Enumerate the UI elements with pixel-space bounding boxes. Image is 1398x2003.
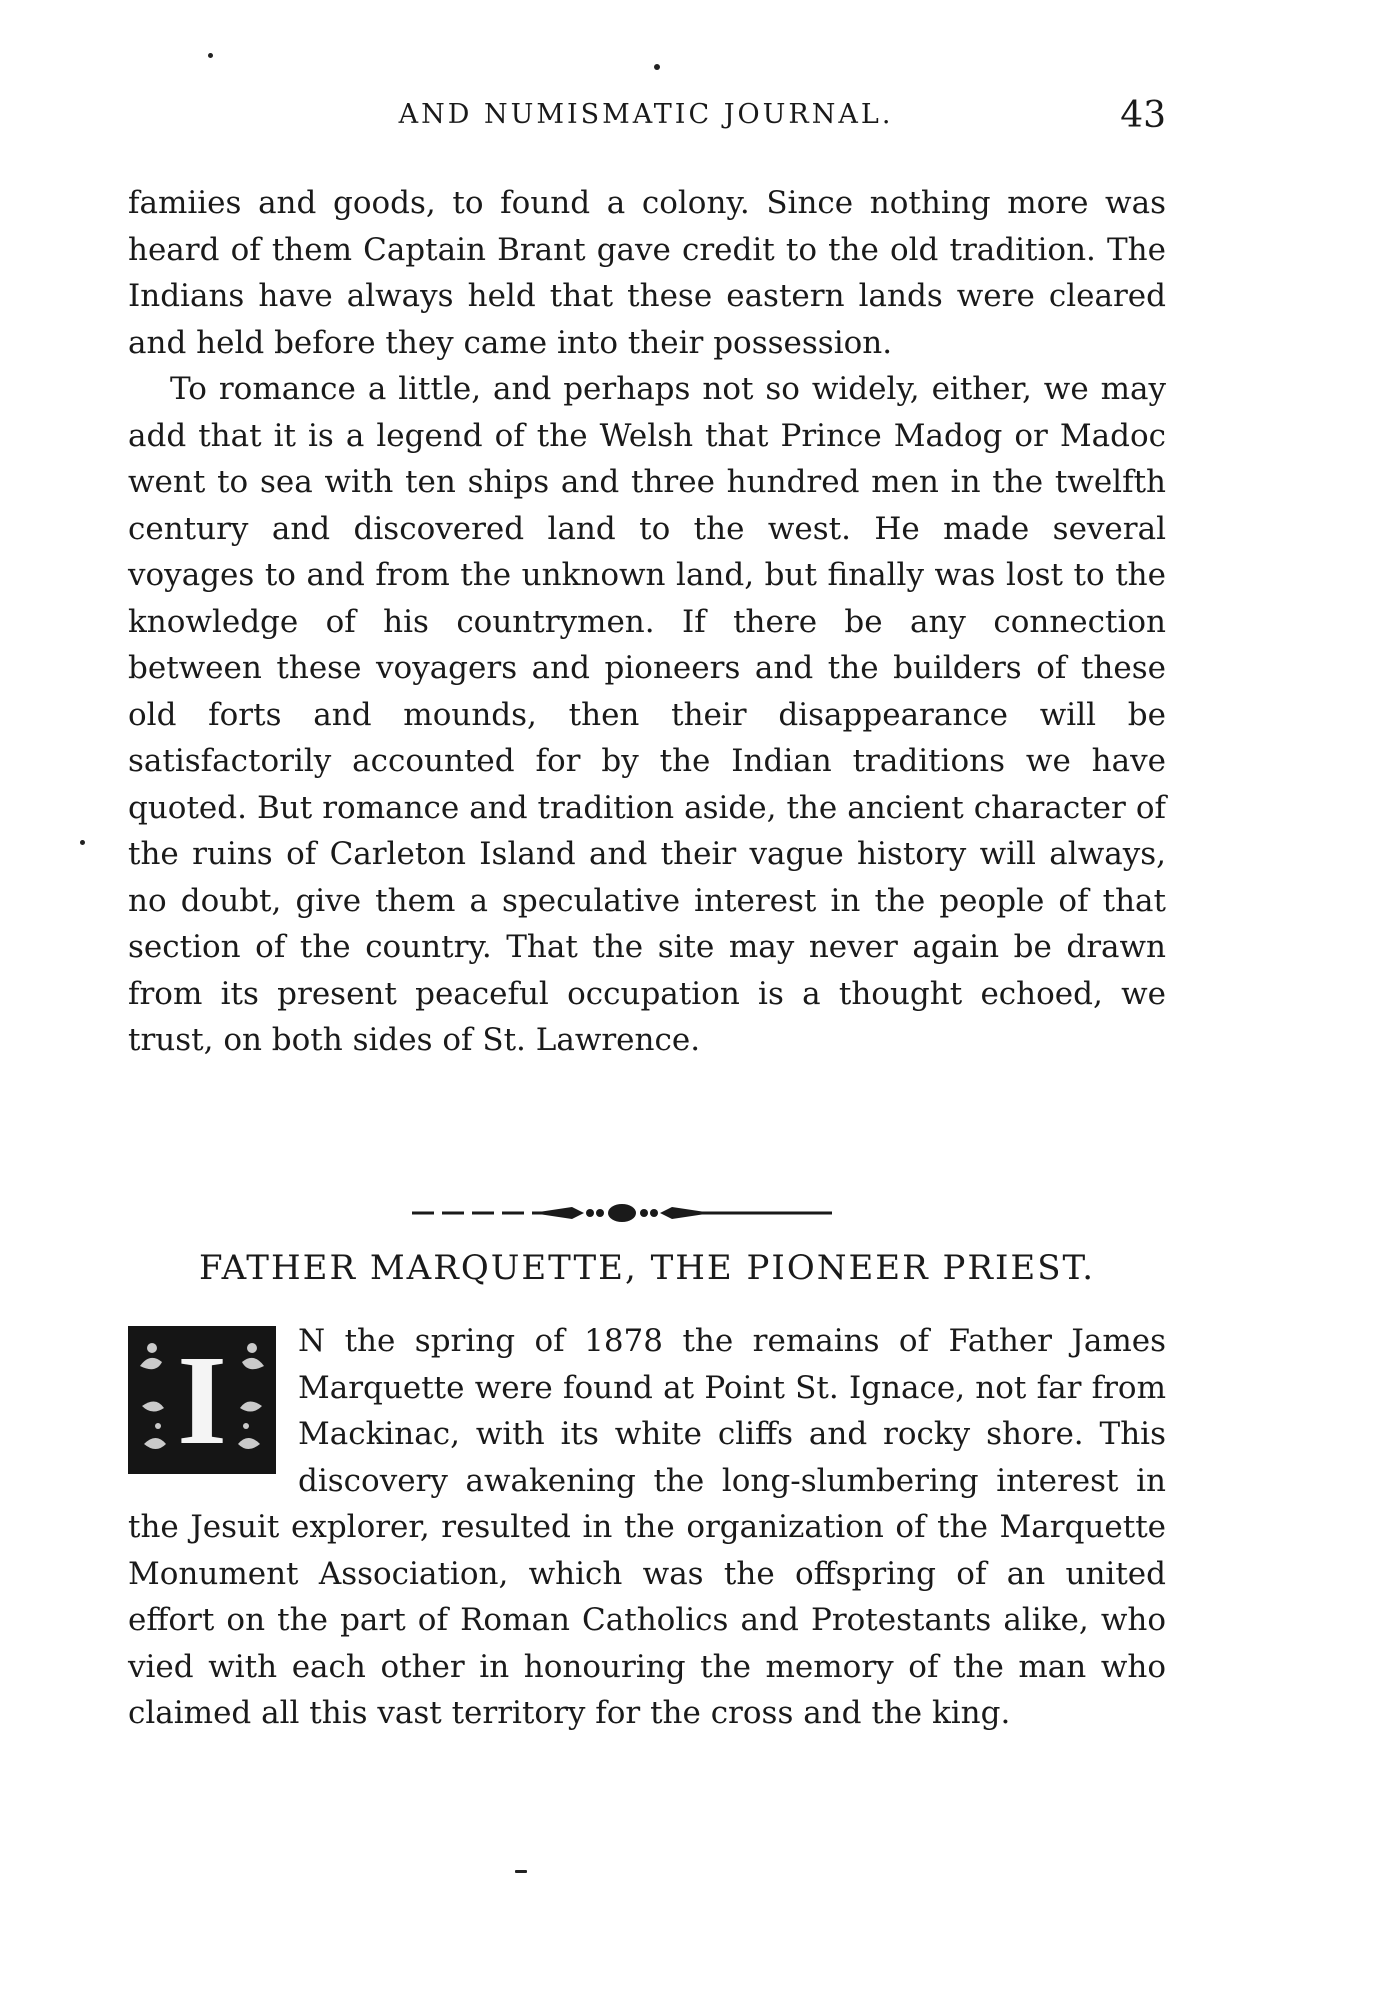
running-head: AND NUMISMATIC JOURNAL.: [398, 99, 894, 130]
scan-speck: [208, 53, 213, 58]
decorative-rule-icon: [412, 1198, 832, 1228]
paragraph: To romance a little, and perhaps not so widely, either, we may add that it is a legend of the Welsh that Prince Madog or Madoc went to sea with ten ships and three hundred men in the twelfth century and discovered land to the west. He made several voyages to and from the unknown land, but finally was lost to the knowledge of his countrymen. If there be any connection between these voyagers and pioneers and the builders of these old forts and mounds, then their disappearance will be satisfactorily accounted for by the Indian traditions we have quoted. But romance and tradition aside, the ancient character of the ruins of Carleton Island and their vague history will always, no doubt, give them a speculative interest in the people of that section of the country. That the site may never again be drawn from its present peaceful occupation is a thought echoed, we trust, on both sides of St. Lawrence.: [128, 371, 1166, 1058]
drop-cap-letter: I: [177, 1329, 227, 1471]
drop-cap: [128, 1326, 276, 1474]
scan-speck: [515, 1870, 527, 1873]
section-body: [128, 1318, 1166, 1737]
scan-speck: [654, 64, 660, 70]
paragraph: N the spring of 1878 the remains of Father James Marquette were found at Point St. Ignace, not far from Mackinac, with its white cliffs and rocky shore. This discovery awakening the long-slumbering interest in the Jesuit explorer, resulted in the organization of the Marquette Monument Association, which was the offspring of an united effort on the part of Roman Catholics and Protestants alike, who vied with each other in honouring the memory of the man who claimed all this vast territory for the cross and the king.: [128, 1323, 1166, 1731]
paragraph: famiies and goods, to found a colony. Since nothing more was heard of them Captain Brant gave credit to the old tradition. The Indians have always held that these eastern lands were cleared and held before they came into their possession.: [128, 185, 1166, 361]
scan-speck: [80, 840, 85, 845]
body-text: [128, 180, 1166, 1064]
page-header: [126, 95, 1166, 145]
section-title: FATHER MARQUETTE, THE PIONEER PRIEST.: [198, 1248, 1096, 1288]
page-number: 43: [1120, 95, 1166, 136]
